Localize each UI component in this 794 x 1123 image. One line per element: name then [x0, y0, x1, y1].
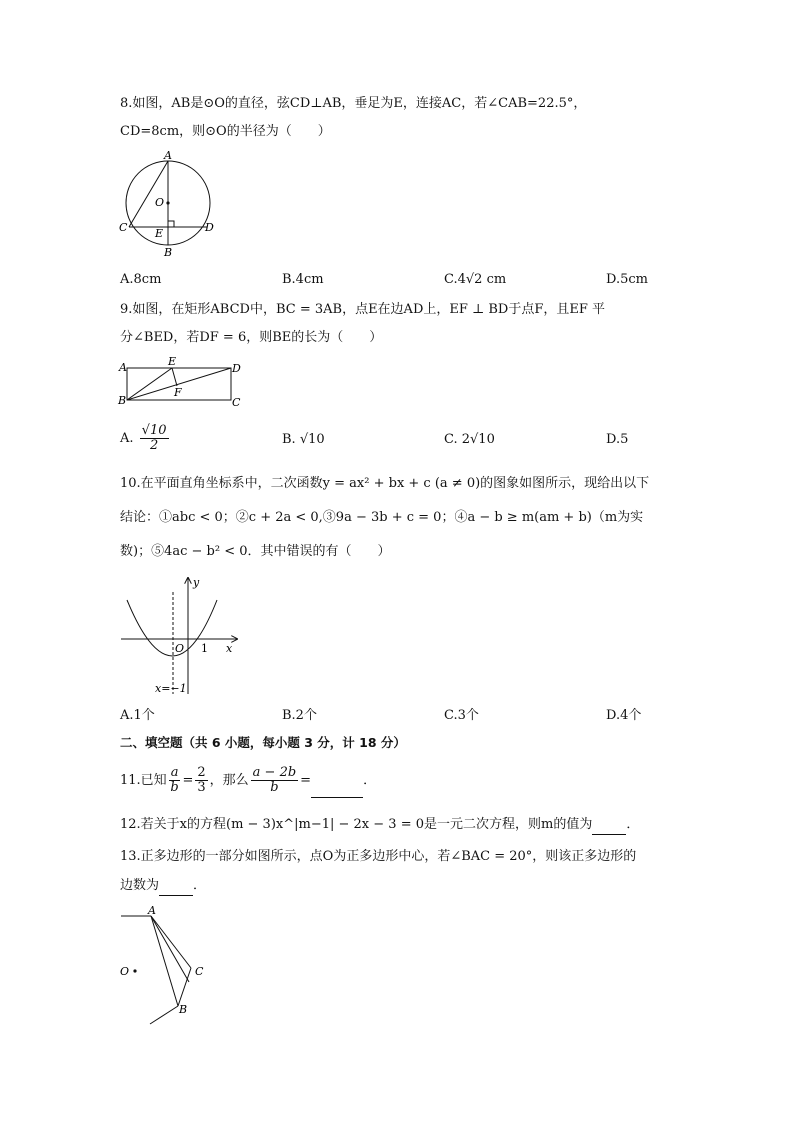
q8-option-b: B.4cm	[282, 272, 324, 287]
q8-label-o: O	[155, 196, 165, 209]
q9-rectangle-figure	[115, 354, 245, 410]
q11-suffix: =	[300, 773, 312, 788]
q12-text: 12.若关于x的方程(m − 3)x^|m−1| − 2x − 3 = 0是一元二次方程，则m的值为	[120, 817, 593, 832]
q11-mid: ，那么	[209, 773, 249, 788]
q12-end: ．	[626, 817, 640, 832]
q11-f2-num: 2	[197, 765, 206, 780]
q11-f1-den: b	[170, 780, 179, 795]
q13-polygon-figure	[115, 900, 225, 1028]
q8-label-d: D	[205, 221, 214, 234]
q9-option-b: B. √10	[282, 432, 325, 447]
q8-label-c: C	[119, 221, 128, 234]
q11-f2-den: 3	[197, 780, 206, 795]
q9-label-d: D	[232, 362, 241, 375]
q10-option-d: D.4个	[606, 708, 642, 723]
q11-answer-blank[interactable]	[311, 783, 363, 798]
q8-option-a: A.8cm	[120, 272, 162, 287]
q12-answer-blank[interactable]	[592, 820, 626, 835]
q8-label-a: A	[164, 149, 172, 162]
q8-circle-figure	[115, 148, 225, 260]
q8-option-d: D.5cm	[606, 272, 648, 287]
q10-parabola-figure	[115, 572, 245, 698]
q10-label-x: x	[226, 642, 233, 655]
q10-option-c: C.3个	[444, 708, 479, 723]
q13-line2-text: 边数为	[120, 878, 160, 893]
q11-prefix: 11.已知	[120, 773, 167, 788]
q10-option-b: B.2个	[282, 708, 317, 723]
q13-end: ．	[193, 878, 207, 893]
q13-line2	[120, 876, 206, 896]
q11-end: ．	[363, 773, 377, 788]
q11-f3-den: b	[270, 780, 279, 795]
q10-label-o: O	[175, 642, 185, 655]
q13-label-a: A	[148, 904, 156, 917]
q10-option-a: A.1个	[120, 708, 155, 723]
q11-fraction-23	[195, 766, 207, 795]
q8-line1: 8.如图，AB是⊙O的直径，弦CD⊥AB，垂足为E，连接AC，若∠CAB=22.5°，	[120, 96, 587, 111]
q13-label-c: C	[195, 965, 204, 978]
q9-label-a: A	[119, 361, 127, 374]
q13-label-b: B	[179, 1003, 188, 1016]
q9-label-f: F	[174, 386, 182, 399]
q9-option-a-fraction	[140, 424, 169, 453]
q10-line2: 结论：①abc < 0；②c + 2a < 0,③9a − 3b + c = 0；④a − b ≥ m(am + b)（m为实	[120, 510, 644, 525]
q9-option-a-prefix: A.	[120, 431, 134, 446]
q13-answer-blank[interactable]	[159, 881, 193, 896]
q11-fraction-ab	[169, 766, 181, 795]
q12-line	[120, 815, 639, 835]
q9-label-e: E	[168, 355, 177, 368]
q10-line1: 10.在平面直角坐标系中，二次函数y = ax² + bx + c (a ≠ 0)的图象如图所示，现给出以下	[120, 476, 650, 491]
q10-label-one: 1	[201, 642, 208, 655]
q8-label-b: B	[164, 246, 173, 259]
q13-line1: 13.正多边形的一部分如图所示，点O为正多边形中心，若∠BAC = 20°，则该正多边形的	[120, 849, 637, 864]
q9-option-a-den: 2	[149, 438, 159, 453]
q9-option-d: D.5	[606, 432, 629, 447]
section-2-heading: 二、填空题（共 6 小题，每小题 3 分，计 18 分）	[120, 735, 406, 750]
q8-option-c: C.4√2 cm	[444, 272, 507, 287]
q11-f1-num: a	[170, 765, 179, 780]
q9-line1: 9.如图，在矩形ABCD中，BC = 3AB，点E在边AD上，EF ⊥ BD于点F，且EF 平	[120, 302, 606, 317]
q10-label-y: y	[193, 576, 200, 589]
q8-label-e: E	[155, 227, 164, 240]
q9-label-c: C	[232, 396, 241, 409]
q11-eq: =	[182, 773, 194, 788]
q9-option-a-num: √10	[141, 423, 167, 438]
q11-f3-num: a − 2b	[252, 765, 297, 780]
q9-option-a	[120, 424, 171, 453]
q9-label-b: B	[118, 394, 127, 407]
q11-fraction-a2b	[251, 766, 299, 795]
q9-option-c: C. 2√10	[444, 432, 495, 447]
q10-label-axis: x=−1	[155, 682, 187, 695]
q9-line2: 分∠BED，若DF = 6，则BE的长为（ ）	[120, 330, 383, 345]
q13-label-o: O	[120, 965, 130, 978]
q11-line	[120, 764, 376, 798]
q8-line2: CD=8cm，则⊙O的半径为（ ）	[120, 124, 331, 139]
q10-line3: 数)；⑤4ac − b² < 0．其中错误的有（ ）	[120, 544, 391, 559]
